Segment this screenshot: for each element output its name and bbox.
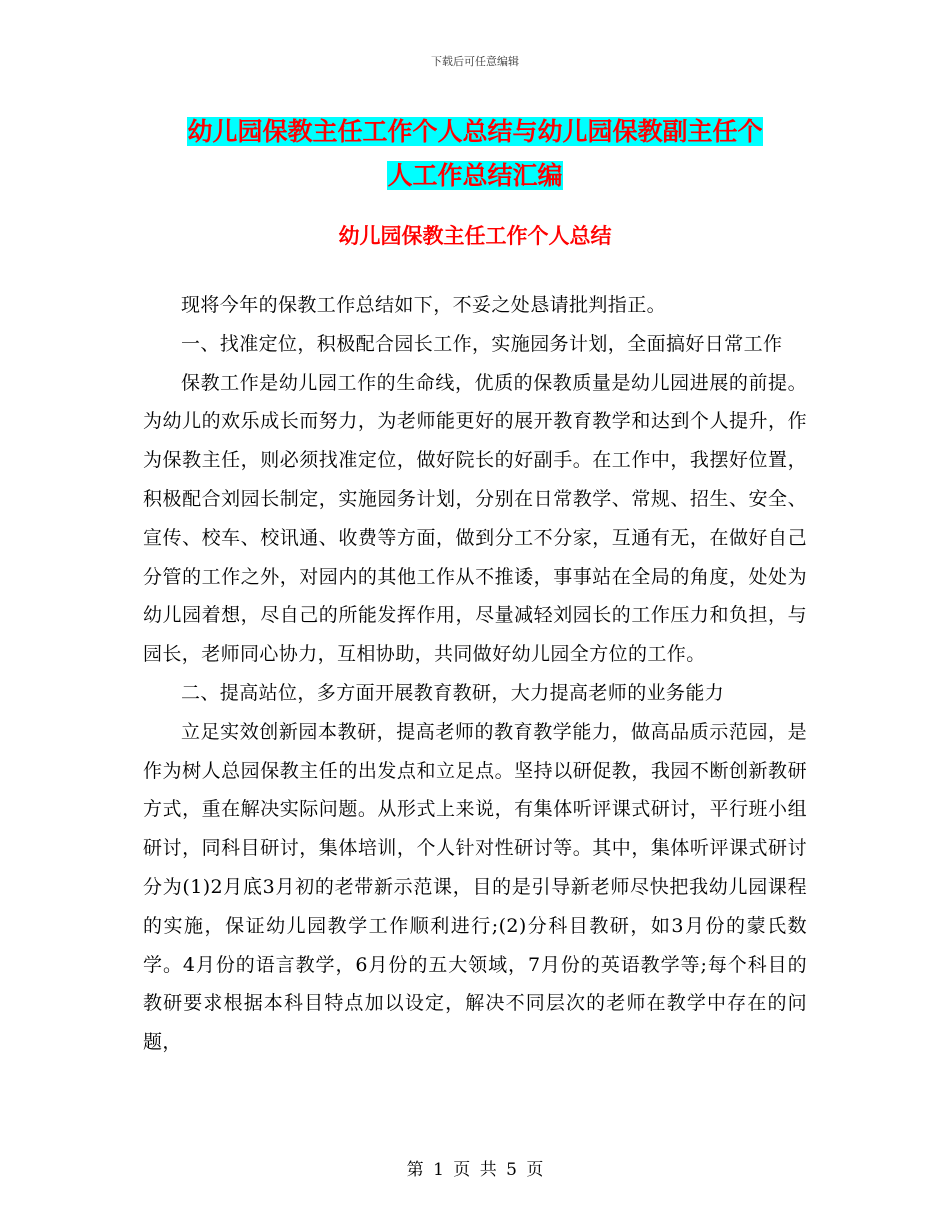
document-title (140, 110, 810, 198)
document-title-line-1: 幼儿园保教主任工作个人总结与幼儿园保教副主任个 (187, 117, 763, 146)
document-body (143, 286, 807, 1062)
paragraph-body-1: 保教工作是幼儿园工作的生命线，优质的保教质量是幼儿园进展的前提。为幼儿的欢乐成长而努力，为老师能更好的展开教育教学和达到个人提升，作为保教主任，则必须找准定位，做好院长的好副手。在工作中，我摆好位置，积极配合刘园长制定，实施园务计划，分别在日常教学、常规、招生、安全、宣传、校车、校讯通、收费等方面，做到分工不分家，互通有无，在做好自己分管的工作之外，对园内的其他工作从不推诿，事事站在全局的角度，处处为幼儿园着想，尽自己的所能发挥作用，尽量减轻刘园长的工作压力和负担，与园长，老师同心协力，互相协助，共同做好幼儿园全方位的工作。 (143, 371, 807, 666)
section-title: 幼儿园保教主任工作个人总结 (338, 224, 612, 248)
paragraph-body-2: 立足实效创新园本教研，提高老师的教育教学能力，做高品质示范园，是作为树人总园保教主任的出发点和立足点。坚持以研促教，我园不断创新教研方式，重在解决实际问题。从形式上来说，有集体听评课式研讨，平行班小组研讨，同科目研讨，集体培训，个人针对性研讨等。其中，集体听评课式研讨分为(1)2月底3月初的老带新示范课，目的是引导新老师尽快把我幼儿园课程的实施，保证幼儿园教学工作顺利进行;(2)分科目教研，如3月份的蒙氏数学。4月份的语言教学，6月份的五大领域，7月份的英语教学等;每个科目的教研要求根据本科目特点加以设定，解决不同层次的老师在教学中存在的问题， (143, 720, 807, 1054)
page-footer: 第 1 页 共 5 页 (406, 1160, 544, 1180)
paragraph-heading-1: 一、找准定位，积极配合园长工作，实施园务计划，全面搞好日常工作 (181, 332, 783, 355)
paragraph-heading-2: 二、提高站位，多方面开展教育教研，大力提高老师的业务能力 (181, 681, 725, 704)
document-title-line-2: 人工作总结汇编 (387, 161, 563, 190)
header-note: 下载后可任意编辑 (431, 55, 519, 68)
paragraph-intro: 现将今年的保教工作总结如下，不妥之处恳请批判指正。 (181, 294, 667, 316)
